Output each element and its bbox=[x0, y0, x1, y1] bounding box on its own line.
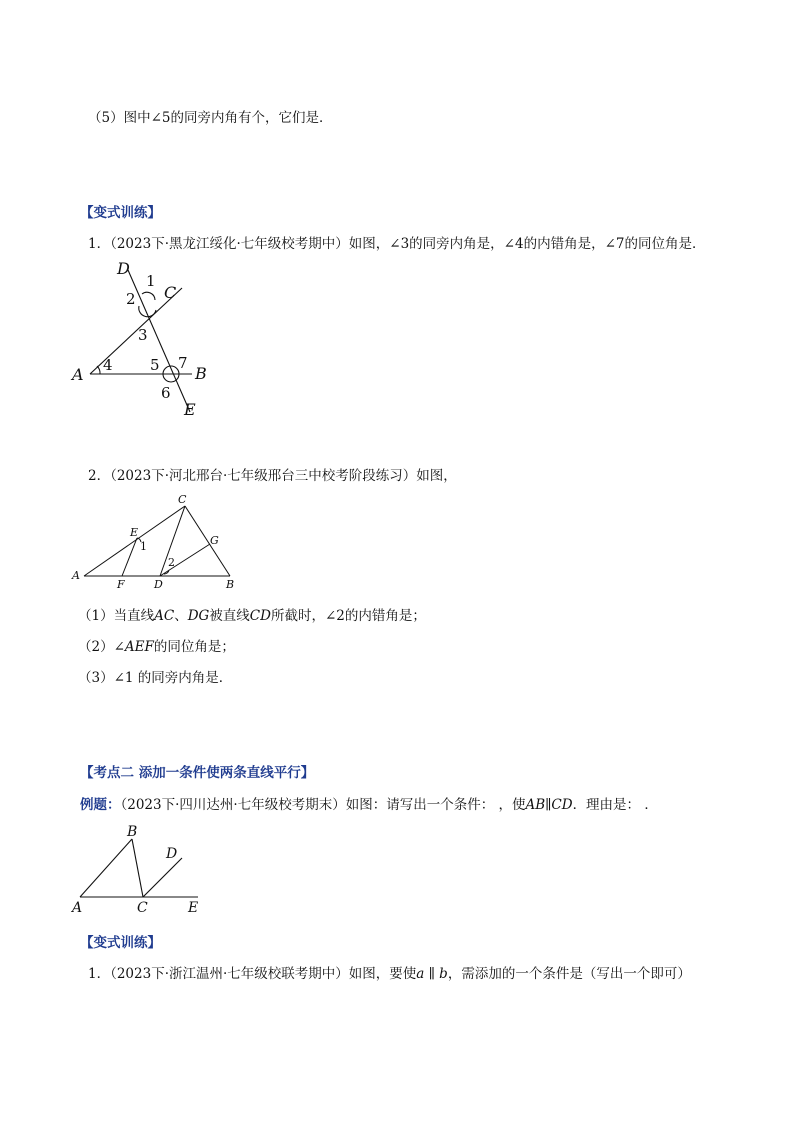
example-text bbox=[80, 793, 658, 813]
sub2-angle-aef: AEF bbox=[124, 639, 154, 655]
fig1-label-A: A bbox=[72, 365, 84, 384]
fig1-label-7: 7 bbox=[178, 354, 188, 372]
sub1-part-c: 被直线 bbox=[209, 608, 250, 624]
fig3-label-A: A bbox=[72, 900, 83, 916]
section-title-training-2: 【变式训练】 bbox=[80, 935, 161, 951]
fig3-label-E: E bbox=[188, 900, 199, 916]
fig2-label-A: A bbox=[72, 569, 80, 582]
question-5: （5）图中∠5的同旁内角有个，它们是． bbox=[88, 110, 333, 126]
fig2-label-B: B bbox=[226, 578, 235, 591]
problem-3-text bbox=[88, 962, 691, 982]
sub1-part-b: 、 bbox=[174, 608, 188, 624]
fig1-label-6: 6 bbox=[161, 384, 171, 402]
example-parallel: ∥ bbox=[545, 797, 552, 813]
fig2-label-2: 2 bbox=[168, 556, 175, 569]
p3-part-c: ，需添加的一个条件是（写出一个即可） bbox=[447, 966, 691, 982]
fig1-label-3: 3 bbox=[138, 326, 148, 344]
fig3-label-D: D bbox=[166, 846, 178, 862]
fig1-label-D: D bbox=[117, 259, 130, 278]
sub1-line-ac: AC bbox=[154, 608, 175, 624]
p3-line-b: b bbox=[439, 966, 448, 982]
fig1-label-4: 4 bbox=[103, 356, 113, 374]
fig2-label-E: E bbox=[130, 526, 139, 539]
fig1-label-2: 2 bbox=[126, 290, 136, 308]
fig2-label-D: D bbox=[154, 578, 163, 591]
sub1-line-dg: DG bbox=[187, 608, 210, 624]
fig2-label-F: F bbox=[117, 578, 125, 591]
problem-2-text: 2．（2023下·河北邢台·七年级邢台三中校考阶段练习）如图， bbox=[88, 468, 457, 484]
sub2-part-b: 的同位角是； bbox=[153, 639, 235, 655]
fig1-label-C: C bbox=[164, 283, 177, 302]
problem-1-text: 1．（2023下·黑龙江绥化·七年级校考期中）如图，∠3的同旁内角是，∠4的内错角是，∠7的同位角是． bbox=[88, 236, 706, 252]
fig3-label-C: C bbox=[137, 900, 148, 916]
example-part-b: ．理由是： ． bbox=[572, 797, 658, 813]
problem-2-sub-3: （3）∠1 的同旁内角是． bbox=[78, 670, 233, 686]
fig1-label-E: E bbox=[184, 400, 196, 419]
figure-3-lines bbox=[70, 822, 210, 922]
sub2-part-a: （2）∠ bbox=[78, 639, 125, 655]
figure-1-triangle bbox=[70, 258, 230, 418]
sub1-part-d: 所截时，∠2的内错角是； bbox=[270, 608, 426, 624]
example-part-a: （2023下·四川达州·七年级校考期末）如图：请写出一个条件： ，使 bbox=[120, 797, 526, 813]
fig2-label-C: C bbox=[178, 493, 187, 506]
p3-line-a: a bbox=[416, 966, 425, 982]
fig3-label-B: B bbox=[127, 824, 138, 840]
example-ab: AB bbox=[525, 797, 546, 813]
fig2-label-1: 1 bbox=[140, 540, 147, 553]
p3-part-a: 1．（2023下·浙江温州·七年级校联考期中）如图，要使 bbox=[88, 966, 417, 982]
sub1-line-cd: CD bbox=[249, 608, 271, 624]
fig1-label-1: 1 bbox=[146, 272, 156, 290]
section-title-training-1: 【变式训练】 bbox=[80, 205, 161, 221]
problem-2-sub-1 bbox=[78, 604, 426, 624]
sub1-part-a: （1）当直线 bbox=[78, 608, 155, 624]
example-label: 例题： bbox=[80, 797, 121, 813]
p3-parallel: ∥ bbox=[424, 966, 440, 982]
fig2-label-G: G bbox=[210, 534, 219, 547]
fig1-label-5: 5 bbox=[150, 356, 160, 374]
figure-2-triangle bbox=[70, 492, 240, 592]
example-cd: CD bbox=[551, 797, 573, 813]
fig1-label-B: B bbox=[195, 364, 207, 383]
section-title-point-2: 【考点二 添加一条件使两条直线平行】 bbox=[80, 765, 315, 781]
problem-2-sub-2 bbox=[78, 635, 235, 655]
